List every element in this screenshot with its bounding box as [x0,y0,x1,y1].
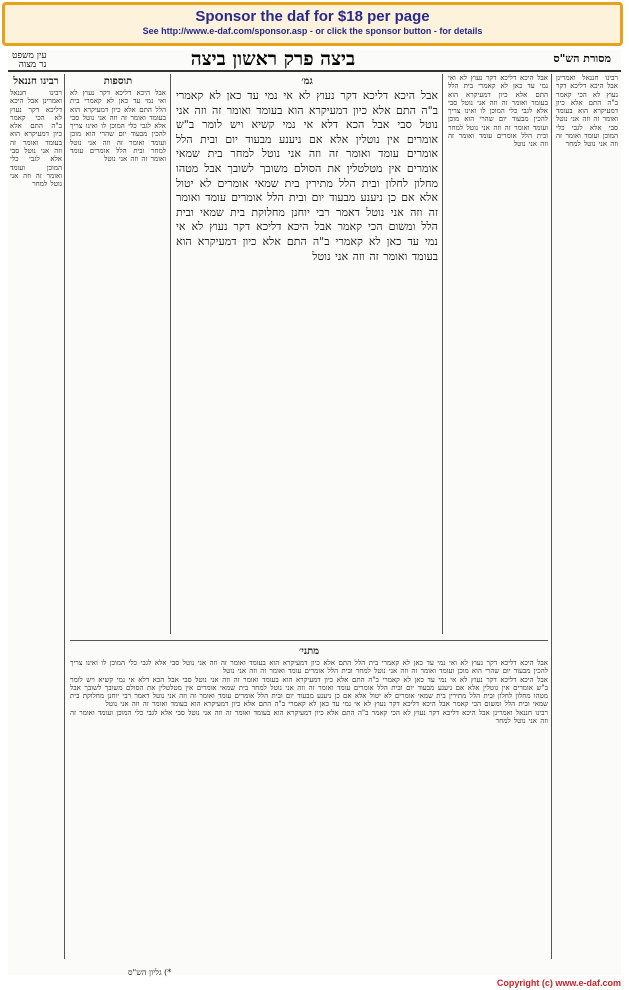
header-masoret: מסורת הש"ס [553,52,611,65]
sponsor-subtitle[interactable]: See http://www.e-daf.com/sponsor.asp - or click the sponsor button - for details [142,26,483,36]
rashi-text: אבל היכא דליכא דקר נעוץ לא ואי נמי עד כאן לא קאמרי בית הלל התם אלא כיון דמעיקרא הוא בעומד ואומר זה וזה אני נוטל סבי אלא לגבי כלי המוכן לו ואינו צריך להכין מבעוד יום שהרי הוא מוכן ועומד ואומר זה וזה אני נוטל למחר ובית הלל אומרים עומד ואומר זה וזה אני נוטל [448,74,548,149]
gemara-text: אבל היכא דליכא דקר נעוץ לא אי נמי עד כאן לא קאמרי ב"ה התם אלא כיון דמעיקרא הוא בעומד ואומר זה וזה אני נוטל סבי אבל הכא דלא אי נמי קשיא ויש לומר ב"ש אומרים אין נוטלין אלא אם ניענע מבעוד יום ובית הלל אומרים עומד ואומר זה וזה אני נוטל למחר בית שמאי אומרים אין מטלטלין את הסולם משובך לשובך אבל מטהו מחלון לחלון ובית הלל מתירין בית שמאי אומרים לא יטול אלא אם כן ניענע מבעוד יום ובית הלל אומרים עומד ואומר זה וזה אני נוטל דאמר רבי יוחנן מחלוקת בית שמאי ובית הלל ומשום הכי קאמר אבל היכא דליכא דקר נעוץ לא אי נמי עד כאן לא קאמרי ב"ה התם אלא כיון דמעיקרא הוא בעומד ואומר זה וזה אני נוטל [176,89,438,263]
lower-text-2: אבל היכא דליכא דקר נעוץ לא אי נמי עד כאן לא קאמרי ב"ה התם אלא כיון דמעיקרא הוא בעומד ואומר זה וזה אני נוטל סבי אבל הכא דלא אי נמי קשיא ויש לומר ב"ש אומרים אין נוטלין אלא אם ניענע מבעוד יום ובית הלל אומרים עומד ואומר זה וזה אני נוטל למחר בית שמאי אומרים אין מטלטלין את הסולם משובך לשובך אבל מטהו מחלון לחלון ובית הלל מתירין בית שמאי אומרים לא יטול אלא אם כן ניענע מבעוד יום ובית הלל אומרים עומד ואומר זה וזה אני נוטל דאמר רבי יוחנן מחלוקת בית שמאי ובית הלל ומשום הכי קאמר אבל היכא דליכא דקר נעוץ לא אי נמי עד כאן לא קאמרי ב"ה התם אלא כיון דמעיקרא הוא בעומד ואומר זה וזה אני נוטל [70,675,548,709]
tosafot-column [70,74,166,634]
header-title: ביצה פרק ראשון ביצה [190,48,356,70]
sponsor-banner[interactable] [2,2,623,46]
margin-text: רבינו חננאל ואמרינן אבל היכא דליכא דקר נעוץ לא הכי קאמר ב"ה התם אלא כיון דמעיקרא הוא בעומד ואומר זה וזה אני נוטל סבי אלא לגבי כלי המוכן ועומד ואומר זה וזה אני נוטל למחר [556,74,618,149]
tosafot-label: תוספות [103,76,133,87]
footnote: *) גליון הש"ס [128,968,172,977]
talmud-page [8,50,621,975]
lower-commentary-block [70,644,548,962]
rabbeinu-chananel-label: רבינו חננאל [13,76,59,87]
copyright-link[interactable]: Copyright (c) www.e-daf.com [496,978,621,988]
gemara-column [176,74,438,634]
divider [170,74,171,634]
lower-text-3: רבינו חננאל ואמרינן אבל היכא דליכא דקר נעוץ לא הכי קאמר ב"ה התם אלא כיון דמעיקרא הוא בעומד ואומר זה וזה אני נוטל סבי אלא לגבי כלי המוכן ועומד ואומר זה וזה אני נוטל למחר [70,708,548,726]
divider [551,74,552,959]
lower-text-1: אבל היכא דליכא דקר נעוץ לא ואי נמי עד כאן לא קאמרי בית הלל התם אלא כיון דמעיקרא הוא בעומד ואומר זה וזה אני נוטל סבי אלא לגבי כלי המוכן לו ואינו צריך להכין מבעוד יום שהרי הוא מוכן ועומד ואומר זה וזה אני נוטל למחר ובית הלל אומרים עומד ואומר זה וזה אני נוטל [70,659,548,676]
tosafot-text: אבל היכא דליכא דקר נעוץ לא ואי נמי עד כאן לא קאמרי בית הלל התם אלא כיון דמעיקרא הוא בעומד ואומר זה וזה אני נוטל סבי אלא לגבי כלי המוכן לו ואינו צריך להכין מבעוד יום שהרי הוא מוכן ועומד ואומר זה וזה אני נוטל למחר ובית הלל אומרים עומד ואומר זה וזה אני נוטל [70,89,166,164]
right-margin-column [556,74,618,964]
sponsor-title[interactable]: Sponsor the daf for $18 per page [195,8,430,25]
page-header [8,50,621,72]
divider [70,640,548,641]
rashi-column [448,74,548,634]
header-ein-mishpat: עין משפט נר מצוה [12,51,47,70]
gemara-label: גמ׳ [301,76,313,87]
divider [442,74,443,634]
rabbeinu-chananel-column [10,74,62,964]
mishna-label: מתני׳ [298,646,320,657]
divider [64,74,65,959]
chananel-text: רבינו חננאל ואמרינן אבל היכא דליכא דקר נעוץ לא הכי קאמר ב"ה התם אלא כיון דמעיקרא הוא בעומד ואומר זה וזה אני נוטל סבי אלא לגבי כלי המוכן ועומד ואומר זה וזה אני נוטל למחר [10,89,62,189]
